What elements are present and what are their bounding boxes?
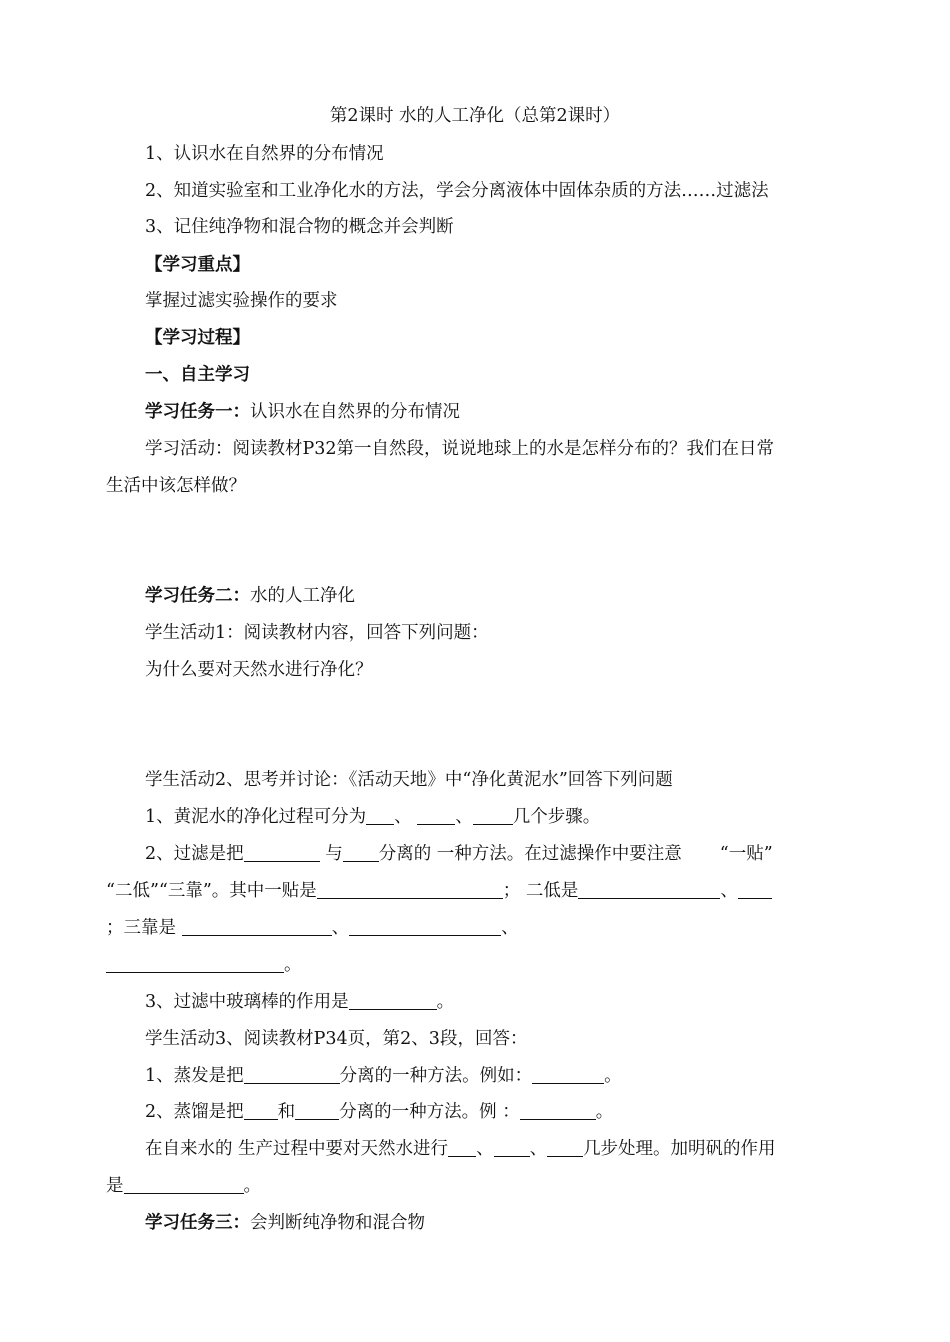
objective-1: 1、认识水在自然界的分布情况 [145, 144, 384, 164]
answer-blank[interactable] [578, 880, 720, 899]
answer-blank[interactable] [124, 1175, 244, 1194]
answer-blank[interactable] [738, 880, 772, 899]
answer-blank[interactable] [417, 806, 455, 825]
answer-blank[interactable] [547, 1138, 583, 1157]
answer-blank[interactable] [349, 917, 501, 936]
page-title: 第2课时 水的人工净化（总第2课时） [329, 106, 621, 126]
tap-water-question: 在自来水的 生产过程中要对天然水进行 、 、 几步处理。加明矾的作用 [145, 1139, 776, 1159]
question-2: 2、过滤是把 与 分离的 一种方法。在过滤操作中要注意 “一贴” [145, 844, 773, 864]
evaporation-question: 1、蒸发是把 分离的一种方法。例如： 。 [145, 1066, 622, 1086]
activity2-text: 学生活动2、思考并讨论：《活动天地》中“净化黄泥水”回答下列问题 [145, 770, 673, 790]
answer-blank[interactable] [295, 1101, 339, 1120]
task2-line [145, 584, 850, 608]
question-3: 3、过滤中玻璃棒的作用是 。 [145, 992, 455, 1012]
question-2-line4: 。 [106, 953, 850, 977]
distillation-question: 2、蒸馏是把 和 分离的一种方法。例 ： 。 [145, 1102, 614, 1122]
task1-label: 学习任务一： [145, 402, 250, 422]
answer-blank[interactable] [317, 880, 503, 899]
answer-blank[interactable] [343, 843, 379, 862]
answer-blank[interactable] [448, 1138, 476, 1157]
answer-blank[interactable] [520, 1101, 596, 1120]
answer-blank[interactable] [366, 806, 394, 825]
answer-blank[interactable] [244, 843, 320, 862]
task1-activity-line2: 生活中该怎样做？ [106, 476, 246, 496]
task3-text: 会判断纯净物和混合物 [250, 1213, 425, 1233]
tap-water-question-line2: 是 。 [106, 1176, 261, 1196]
task2-text: 水的人工净化 [250, 586, 355, 606]
section1-heading: 一、自主学习 [145, 365, 250, 385]
answer-blank[interactable] [494, 1138, 530, 1157]
answer-blank[interactable] [349, 991, 437, 1010]
answer-blank[interactable] [473, 806, 513, 825]
question-2-line3: ；三靠是 、 、 [106, 918, 519, 938]
task3-label: 学习任务三： [145, 1213, 250, 1233]
answer-blank[interactable] [182, 917, 332, 936]
question-2-line2: “二低”“三靠”。其中一贴是 ； 二低是 、 [106, 879, 850, 903]
key-points-text: 掌握过滤实验操作的要求 [145, 291, 338, 311]
task3-line [145, 1211, 850, 1235]
answer-blank[interactable] [244, 1101, 278, 1120]
objective-3: 3、记住纯净物和混合物的概念并会判断 [145, 217, 454, 237]
answer-blank[interactable] [106, 954, 284, 973]
objective-2: 2、知道实验室和工业净化水的方法，学会分离液体中固体杂质的方法……过滤法 [145, 181, 769, 201]
activity1-text: 学生活动1：阅读教材内容，回答下列问题： [145, 623, 489, 643]
activity3-text: 学生活动3、阅读教材P34页，第2、3段，回答： [145, 1029, 528, 1049]
task2-label: 学习任务二： [145, 586, 250, 606]
question-1: 1、黄泥水的净化过程可分为 、 、 几个步骤。 [145, 807, 601, 827]
task1-line [145, 400, 850, 424]
activity1-question: 为什么要对天然水进行净化？ [145, 660, 373, 680]
key-points-heading: 【学习重点】 [145, 255, 250, 275]
answer-blank[interactable] [244, 1065, 340, 1084]
task1-text: 认识水在自然界的分布情况 [250, 402, 460, 422]
task1-activity-line1: 学习活动：阅读教材P32第一自然段，说说地球上的水是怎样分布的？我们在日常 [145, 439, 775, 459]
answer-blank[interactable] [532, 1065, 604, 1084]
process-heading: 【学习过程】 [145, 328, 250, 348]
